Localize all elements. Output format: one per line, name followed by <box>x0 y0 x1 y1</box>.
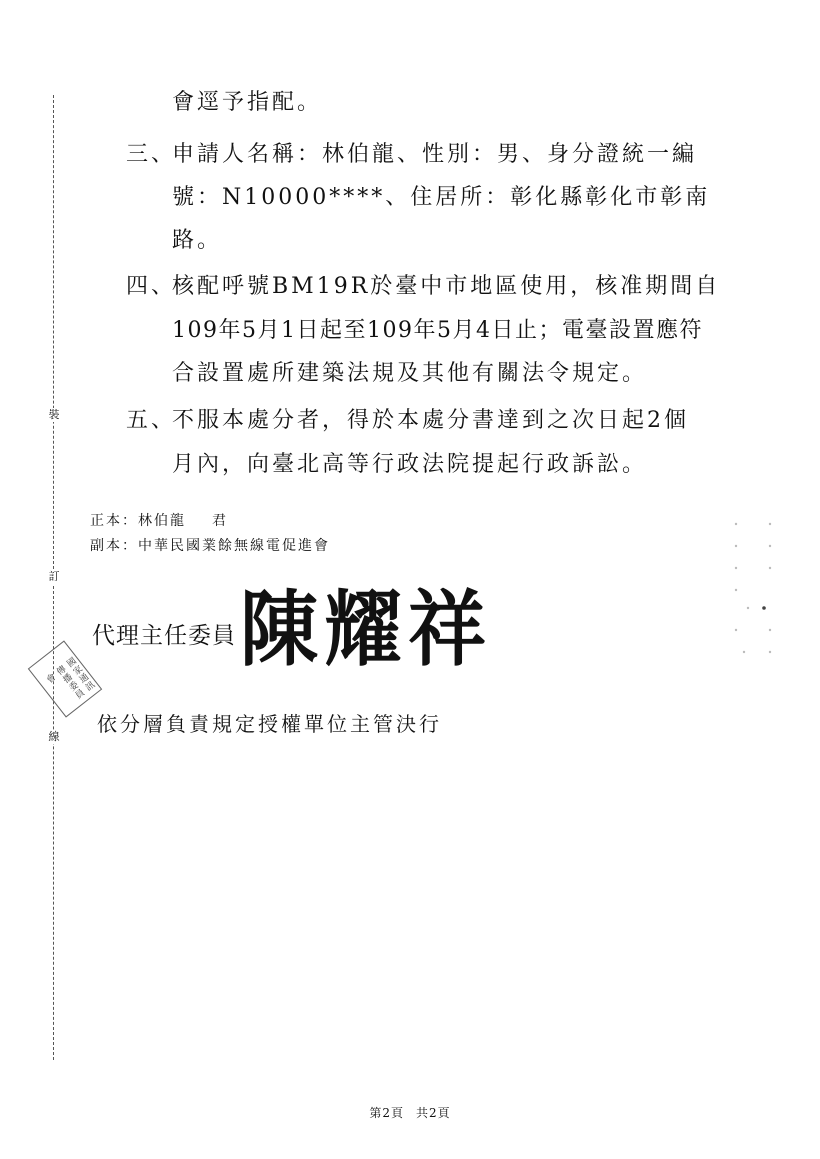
item-number: 四、 <box>126 274 177 299</box>
page-footer <box>0 1104 820 1121</box>
item-line: 合設置處所建築法規及其他有關法令規定。 <box>172 361 648 386</box>
item-number: 三、 <box>126 142 177 167</box>
official-stamp <box>28 640 102 717</box>
copy-recipient-line <box>90 535 330 555</box>
item-line: 號：N10000****、住居所：彰化縣彰化市彰南 <box>172 185 711 210</box>
original-recipient-line <box>90 510 228 530</box>
item-line: 不服本處分者，得於本處分書達到之次日起2個 <box>172 408 689 433</box>
stamp-text: 國家通訊傳播委員會 <box>42 656 96 702</box>
signature-title: 代理主任委員 <box>92 623 236 649</box>
scan-dots <box>730 520 780 660</box>
original-recipient: 林伯龍 <box>138 513 186 529</box>
item-line: 109年5月1日起至109年5月4日止；電臺設置應符 <box>172 318 703 343</box>
page-number: 第2頁 <box>369 1106 404 1120</box>
original-suffix: 君 <box>212 513 228 529</box>
original-label: 正本： <box>90 513 138 529</box>
copy-label: 副本： <box>90 538 138 554</box>
item-number: 五、 <box>126 408 177 433</box>
binding-mark-ding: 訂 <box>46 570 62 584</box>
item-line: 核配呼號BM19R於臺中市地區使用，核准期間自 <box>172 274 721 299</box>
authorization-note: 依分層負責規定授權單位主管決行 <box>97 712 442 736</box>
item-line: 路。 <box>172 228 223 253</box>
page-total: 共2頁 <box>416 1106 451 1120</box>
binding-mark-zhuang: 裝 <box>46 408 62 422</box>
binding-mark-xian: 線 <box>46 730 62 744</box>
item-line: 月內，向臺北高等行政法院提起行政訴訟。 <box>172 452 648 477</box>
continuation-line: 會逕予指配。 <box>172 90 323 115</box>
item-line: 申請人名稱：林伯龍、性別：男、身分證統一編 <box>172 142 698 167</box>
copy-recipient: 中華民國業餘無線電促進會 <box>138 538 330 554</box>
signature-name: 陳耀祥 <box>240 581 493 678</box>
